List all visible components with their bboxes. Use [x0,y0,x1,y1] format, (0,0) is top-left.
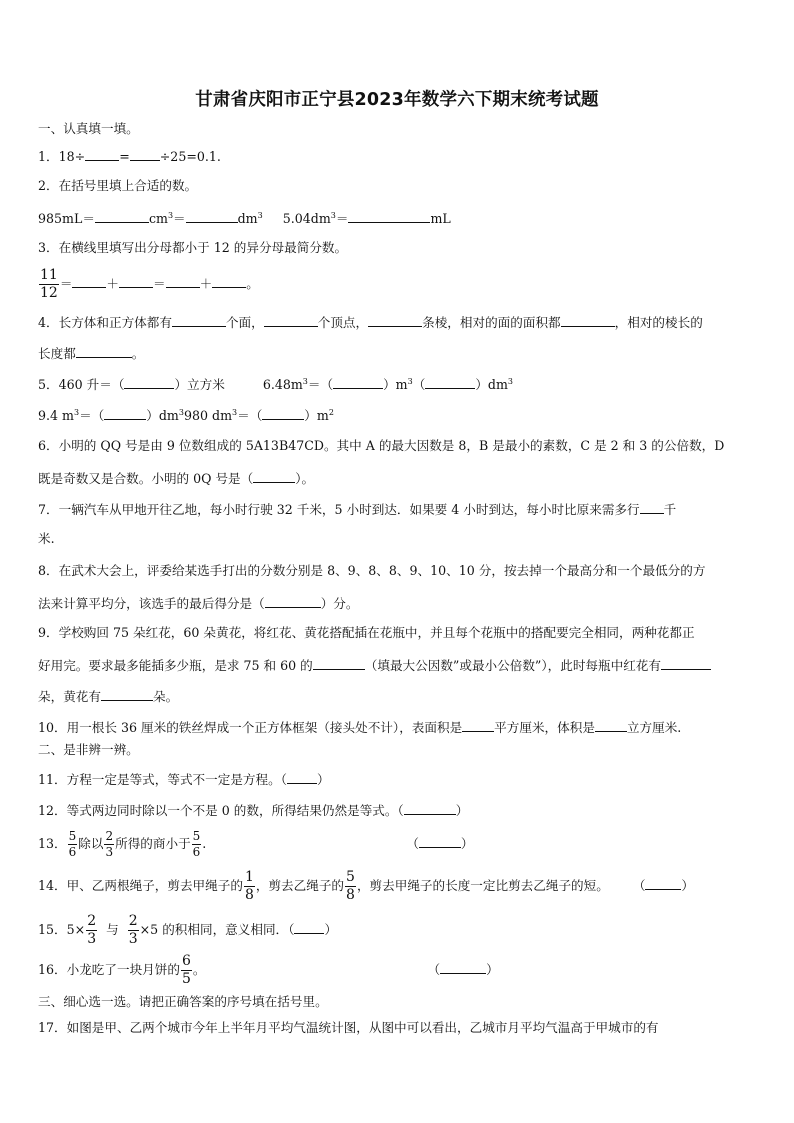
answer-blank[interactable] [119,273,153,288]
fraction: $\frac{11}{12}$ [40,267,58,301]
answer-blank[interactable] [95,208,149,223]
question-14: 14．甲、乙两根绳子，剪去甲绳子的 $\frac{1}{8}$ ，剪去乙绳子的 $\frac{5}{8}$ ，剪去甲绳子的长度一定比剪去乙绳子的短。 （ ） [38,869,694,903]
answer-blank[interactable] [440,959,486,974]
question-1: 1．18÷ = ÷25=0.1. [38,146,221,166]
question-9-line-3: 朵，黄花有 朵。 [38,686,178,706]
page-title: 甘肃省庆阳市正宁县2023年数学六下期末统考试题 [195,90,599,110]
fraction: $\frac{2}{3}$ [87,913,97,947]
answer-blank[interactable] [561,312,615,327]
question-4-line-1: 4．长方体和正方体都有 个面， 个顶点， 条棱，相对的面的面积都 ，相对的棱长的 [38,312,703,332]
question-9-line-1: 9．学校购回 75 朵红花，60 朵黄花，将红花、黄花搭配插在花瓶中，并且每个花瓶中的搭配要完全相同，两种花都正 [38,625,695,640]
answer-blank[interactable] [72,273,106,288]
question-17: 17．如图是甲、乙两个城市今年上半年月平均气温统计图，从图中可以看出，乙城市月平均气温高于甲城市的有 [38,1020,659,1035]
section-heading-1: 一、认真填一填。 [38,121,139,136]
answer-blank[interactable] [262,405,304,420]
section-heading-2: 二、是非辨一辨。 [38,742,139,757]
question-10: 10．用一根长 36 厘米的铁丝焊成一个正方体框架（接头处不计），表面积是 平方厘米，体积是 立方厘米. [38,717,681,737]
question-5-line-2: 9.4 $m^3=$（ ）$dm^3980$ $dm^3=$（ ）$m^2$ [38,405,334,425]
answer-blank[interactable] [85,146,119,161]
question-6-line-1: 6．小明的 QQ 号是由 9 位数组成的 5A13B47CD。其中 A 的最大因数是 8，B 是最小的素数，C 是 2 和 3 的公倍数，D [38,438,725,453]
answer-blank[interactable] [404,800,456,815]
fraction: $\frac{5}{6}$ [192,829,201,859]
answer-blank[interactable] [265,593,321,608]
fraction: $\frac{2}{3}$ [128,913,138,947]
question-8-line-1: 8．在武术大会上，评委给某选手打出的分数分别是 8、9、8、8、9、10、10 分，按去掉一个最高分和一个最低分的方 [38,563,706,578]
question-3-stem: 3．在横线里填写出分母都小于 12 的异分母最简分数。 [38,240,348,255]
section-heading-3: 三、细心选一选。请把正确答案的序号填在括号里。 [38,994,328,1009]
answer-blank[interactable] [645,875,681,890]
question-15: 15．5× $\frac{2}{3}$ 与 $\frac{2}{3}$ ×5 的积相同，意义相同．（ ） [38,913,338,947]
answer-blank[interactable] [287,769,317,784]
answer-blank[interactable] [595,717,627,732]
question-7-line-1: 7．一辆汽车从甲地开往乙地，每小时行驶 32 千米，5 小时到达．如果要 4 小时到达，每小时比原来需多行 千 [38,499,676,519]
question-13: 13． $\frac{5}{6}$ 除以 $\frac{2}{3}$ 所得的商小于 $\frac{5}{6}$ . （ ） [38,829,474,859]
answer-blank[interactable] [294,919,324,934]
question-8-line-2: 法来计算平均分，该选手的最后得分是（ ）分。 [38,593,358,613]
question-5-line-1: 5．460 升＝（ ）立方米 $6.48m^3=$（ ）$m^3$（ ）$dm^3$ [38,374,513,394]
answer-blank[interactable] [348,208,430,223]
question-2-line: $985mL= cm^3= dm^3$ $5.04dm^3=$ mL [38,208,451,228]
answer-blank[interactable] [419,833,461,848]
question-6-line-2: 既是奇数又是合数。小明的 0Q 号是（ ）。 [38,468,314,488]
answer-blank[interactable] [640,499,664,514]
question-4-line-2: 长度都 。 [38,343,144,363]
fraction: $\frac{2}{3}$ [105,829,114,859]
answer-blank[interactable] [186,208,238,223]
answer-blank[interactable] [462,717,494,732]
answer-blank[interactable] [425,374,475,389]
answer-blank[interactable] [313,655,365,670]
answer-blank[interactable] [172,312,226,327]
answer-blank[interactable] [130,146,160,161]
answer-blank[interactable] [253,468,295,483]
fraction: $\frac{5}{6}$ [68,829,77,859]
answer-blank[interactable] [124,374,174,389]
question-2-stem: 2．在括号里填上合适的数。 [38,178,198,193]
answer-blank[interactable] [104,405,146,420]
answer-blank[interactable] [212,273,246,288]
question-11: 11．方程一定是等式，等式不一定是方程。（ ） [38,769,330,789]
answer-blank[interactable] [76,343,132,358]
answer-blank[interactable] [166,273,200,288]
question-7-line-2: 米. [38,531,55,546]
question-16: 16．小龙吃了一块月饼的 $\frac{6}{5}$ 。 （ ） [38,953,499,987]
answer-blank[interactable] [661,655,711,670]
question-12: 12．等式两边同时除以一个不是 0 的数，所得结果仍然是等式。（ ） [38,800,468,820]
question-3-line: $\frac{11}{12}$ ＝ ＋ ＝ ＋ 。 [40,267,259,301]
fraction: $\frac{5}{8}$ [346,869,355,903]
answer-blank[interactable] [264,312,318,327]
answer-blank[interactable] [333,374,383,389]
answer-blank[interactable] [101,686,153,701]
fraction: $\frac{6}{5}$ [181,953,191,987]
question-9-line-2: 好用完。要求最多能插多少瓶，是求 75 和 60 的 （填最大公因数”或最小公倍数”），此时每瓶中红花有 [38,655,711,675]
answer-blank[interactable] [368,312,422,327]
fraction: $\frac{1}{8}$ [244,869,254,903]
